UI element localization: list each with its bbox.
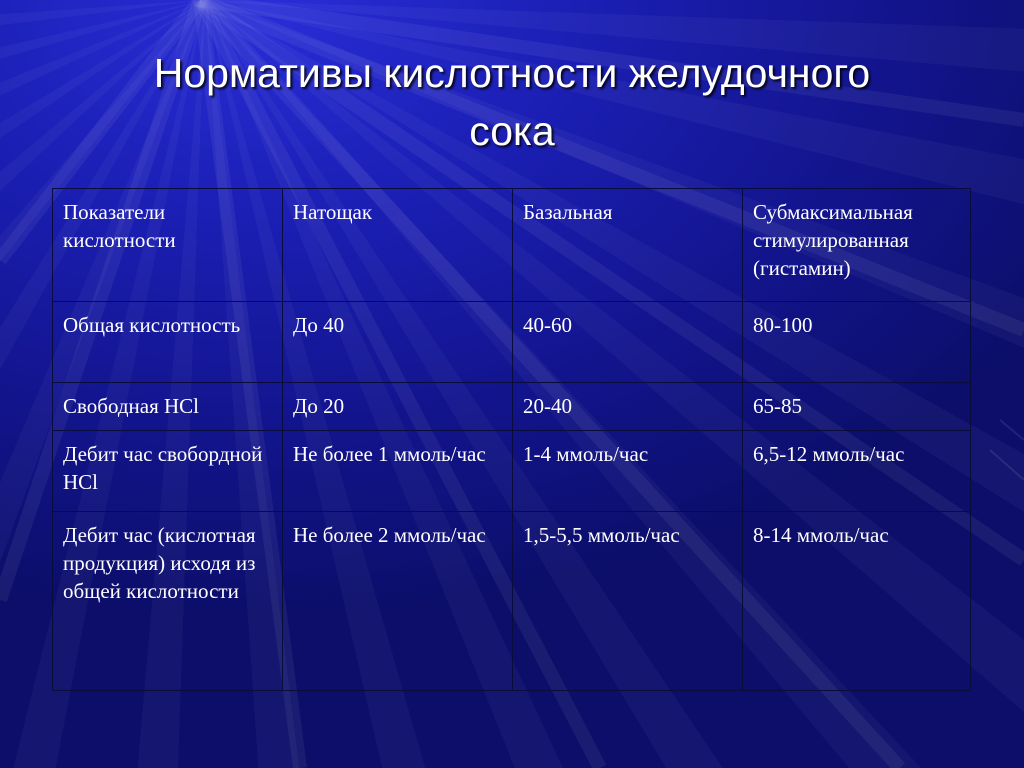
table-row <box>53 431 971 512</box>
table-row <box>53 383 971 431</box>
table-cell: 40-60 <box>513 302 743 383</box>
acidity-norms-table <box>52 188 971 691</box>
table-cell: Общая кислотность <box>53 302 283 383</box>
table-cell: 1-4 ммоль/час <box>513 431 743 512</box>
table-cell: Дебит час (кислотная продукция) исходя из общей кислотности <box>53 512 283 691</box>
header-cell-stimulated: Субмаксимальная стимулированная (гистамин) <box>743 189 971 302</box>
table-cell: 1,5-5,5 ммоль/час <box>513 512 743 691</box>
slide-title-line-2: сока <box>469 108 555 154</box>
table-cell: 6,5-12 ммоль/час <box>743 431 971 512</box>
table-cell: 65-85 <box>743 383 971 431</box>
table-cell: 20-40 <box>513 383 743 431</box>
header-cell-indicators: Показатели кислотности <box>53 189 283 302</box>
table-cell: 80-100 <box>743 302 971 383</box>
table-cell: До 20 <box>283 383 513 431</box>
table-cell: Свободная НСl <box>53 383 283 431</box>
slide-title <box>0 44 1024 160</box>
table-row <box>53 512 971 691</box>
header-cell-fasting: Натощак <box>283 189 513 302</box>
table-row <box>53 302 971 383</box>
table-cell: До 40 <box>283 302 513 383</box>
table-cell: Дебит час свобордной НСl <box>53 431 283 512</box>
table-cell: Не более 1 ммоль/час <box>283 431 513 512</box>
table-header-row <box>53 189 971 302</box>
slide-title-line-1: Нормативы кислотности желудочного <box>153 50 871 96</box>
table-cell: Не более 2 ммоль/час <box>283 512 513 691</box>
table-cell: 8-14 ммоль/час <box>743 512 971 691</box>
header-cell-basal: Базальная <box>513 189 743 302</box>
